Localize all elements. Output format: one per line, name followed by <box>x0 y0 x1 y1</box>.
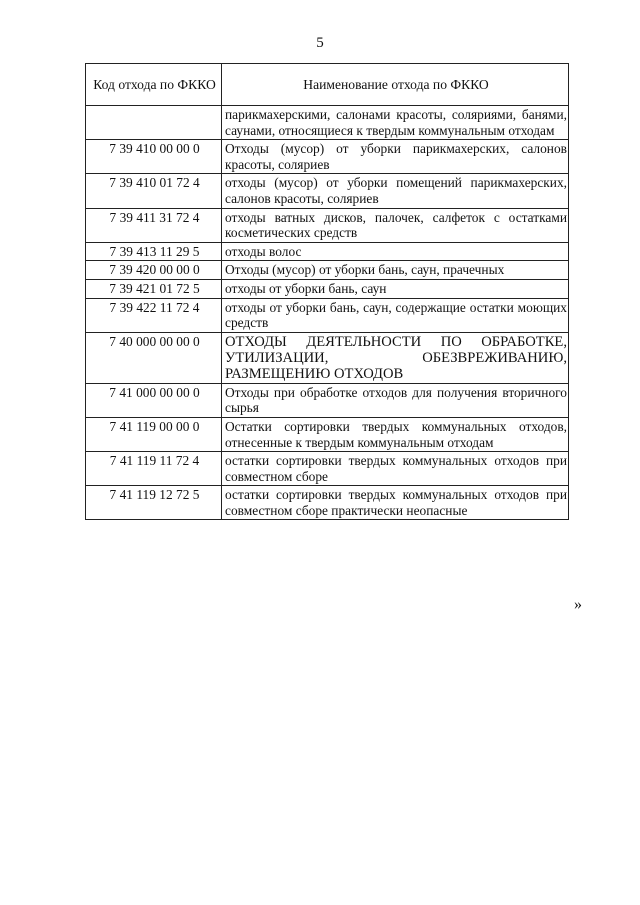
table-body <box>86 106 569 520</box>
table-row <box>86 106 569 140</box>
table-header-row <box>86 64 569 106</box>
waste-name-cell: остатки сортировки твердых коммунальных отходов при совместном сборе <box>222 452 569 486</box>
waste-code-cell: 7 39 420 00 00 0 <box>86 261 222 280</box>
page-number: 5 <box>316 35 324 51</box>
waste-name-cell: отходы от уборки бань, саун <box>222 279 569 298</box>
waste-name-cell: Остатки сортировки твердых коммунальных отходов, отнесенные к твердым коммунальным отходам <box>222 417 569 451</box>
waste-name-cell: отходы (мусор) от уборки помещений парикмахерских, салонов красоты, соляриев <box>222 174 569 208</box>
waste-code-cell: 7 41 119 11 72 4 <box>86 452 222 486</box>
table-row <box>86 174 569 208</box>
waste-name-cell: остатки сортировки твердых коммунальных отходов при совместном сборе практически неопасные <box>222 486 569 520</box>
waste-code-cell: 7 39 413 11 29 5 <box>86 242 222 261</box>
table-row <box>86 452 569 486</box>
table-row <box>86 417 569 451</box>
waste-code-cell <box>86 106 222 140</box>
table-row <box>86 140 569 174</box>
table-row <box>86 242 569 261</box>
waste-code-cell: 7 40 000 00 00 0 <box>86 332 222 383</box>
waste-code-cell: 7 41 000 00 00 0 <box>86 383 222 417</box>
waste-name-cell: отходы ватных дисков, палочек, салфеток с остатками косметических средств <box>222 208 569 242</box>
waste-name-cell: Отходы (мусор) от уборки бань, саун, прачечных <box>222 261 569 280</box>
waste-name-cell: Отходы (мусор) от уборки парикмахерских, салонов красоты, соляриев <box>222 140 569 174</box>
waste-code-cell: 7 39 410 00 00 0 <box>86 140 222 174</box>
waste-name-cell: Отходы при обработке отходов для получения вторичного сырья <box>222 383 569 417</box>
table-row <box>86 486 569 520</box>
waste-code-cell: 7 39 410 01 72 4 <box>86 174 222 208</box>
waste-name-cell: отходы волос <box>222 242 569 261</box>
table-row <box>86 261 569 280</box>
waste-name-cell: отходы от уборки бань, саун, содержащие остатки моющих средств <box>222 298 569 332</box>
waste-code-cell: 7 39 411 31 72 4 <box>86 208 222 242</box>
table-row <box>86 298 569 332</box>
waste-code-cell: 7 39 422 11 72 4 <box>86 298 222 332</box>
column-header-name: Наименование отхода по ФККО <box>222 64 569 106</box>
waste-classification-table <box>85 63 569 520</box>
waste-code-cell: 7 39 421 01 72 5 <box>86 279 222 298</box>
table-row <box>86 208 569 242</box>
table-row <box>86 279 569 298</box>
table-row <box>86 383 569 417</box>
closing-quote-mark: » <box>574 596 582 613</box>
waste-name-cell: ОТХОДЫ ДЕЯТЕЛЬНОСТИ ПО ОБРАБОТКЕ, УТИЛИЗАЦИИ, ОБЕЗВРЕЖИВАНИЮ, РАЗМЕЩЕНИЮ ОТХОДОВ <box>222 332 569 383</box>
waste-code-cell: 7 41 119 12 72 5 <box>86 486 222 520</box>
table-row <box>86 332 569 383</box>
waste-code-cell: 7 41 119 00 00 0 <box>86 417 222 451</box>
waste-name-cell: парикмахерскими, салонами красоты, соляриями, банями, саунами, относящиеся к твердым коммунальным отходам <box>222 106 569 140</box>
column-header-code: Код отхода по ФККО <box>86 64 222 106</box>
